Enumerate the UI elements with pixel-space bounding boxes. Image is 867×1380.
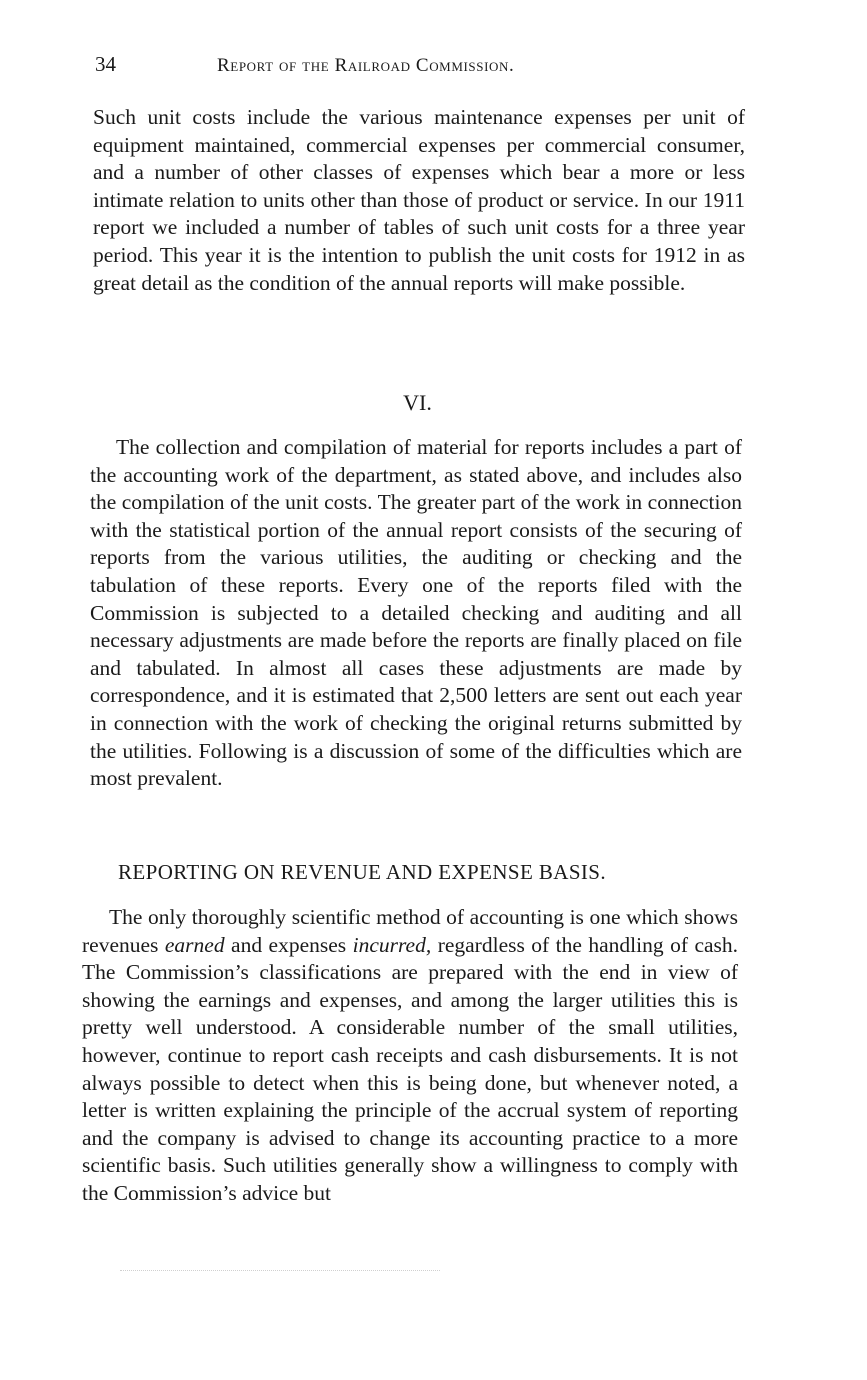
paragraph-reports-compilation: The collection and compilation of material for reports includes a part of the accounting work of the department, as stated above, and includes also the compilation of the unit costs. The greater part of the work in connection with the statistical portion of the annual report consists of the securing of reports from the various utilities, the auditing or checking and the tabulation of these reports. Every one of the reports filed with the Commission is subjected to a detailed checking and auditing and all necessary adjustments are made before the reports are finally placed on file and tabulated. In almost all cases these adjustments are made by correspondence, and it is estimated that 2,500 letters are sent out each year in connection with the work of checking the original returns submitted by the utilities. Following is a discussion of some of the difficulties which are most prevalent. — [90, 435, 742, 791]
paragraph-text-part-3: regardless of the handling of cash. The Commission’s classifications are prepared with the end in view of showing the earnings and expenses, and among the larger utilities this is pretty well understood. A considerable number of the small utilities, however, continue to report cash receipts and cash disbursements. It is not always possible to detect when this is being done, but whenever noted, a letter is written explaining the principle of the accrual system of reporting and the company is advised to change its accounting practice to a more scientific basis. Such utilities generally show a willingness to comply with the Commission’s advice but — [82, 932, 739, 1205]
subheading-revenue-expense-basis: REPORTING ON REVENUE AND EXPENSE BASIS. — [118, 860, 607, 884]
emphasis-incurred: incurred, — [352, 932, 432, 957]
paragraph-accounting-method — [82, 904, 738, 1208]
page-number: 34 — [95, 52, 116, 76]
paragraph-text-part-1: The only thoroughly scientific method of accounting is one which shows revenues — [82, 905, 738, 957]
running-header — [95, 52, 745, 82]
footer-smudge-line — [120, 1270, 440, 1271]
paragraph-unit-costs: Such unit costs include the various maintenance expenses per unit of equipment maintained, commercial expenses per commercial consumer, and a number of other classes of expenses which bear a more or less intimate relation to units other than those of product or service. In our 1911 report we included a number of tables of such unit costs for a three year period. This year it is the intention to publish the unit costs for 1912 in as great detail as the condition of the annual reports will make possible. — [93, 105, 745, 295]
paragraph-text-part-2: and expenses — [224, 932, 353, 957]
section-numeral: VI. — [403, 390, 432, 415]
emphasis-earned: earned — [164, 932, 225, 957]
running-title: Report of the Railroad Commission. — [217, 55, 515, 76]
